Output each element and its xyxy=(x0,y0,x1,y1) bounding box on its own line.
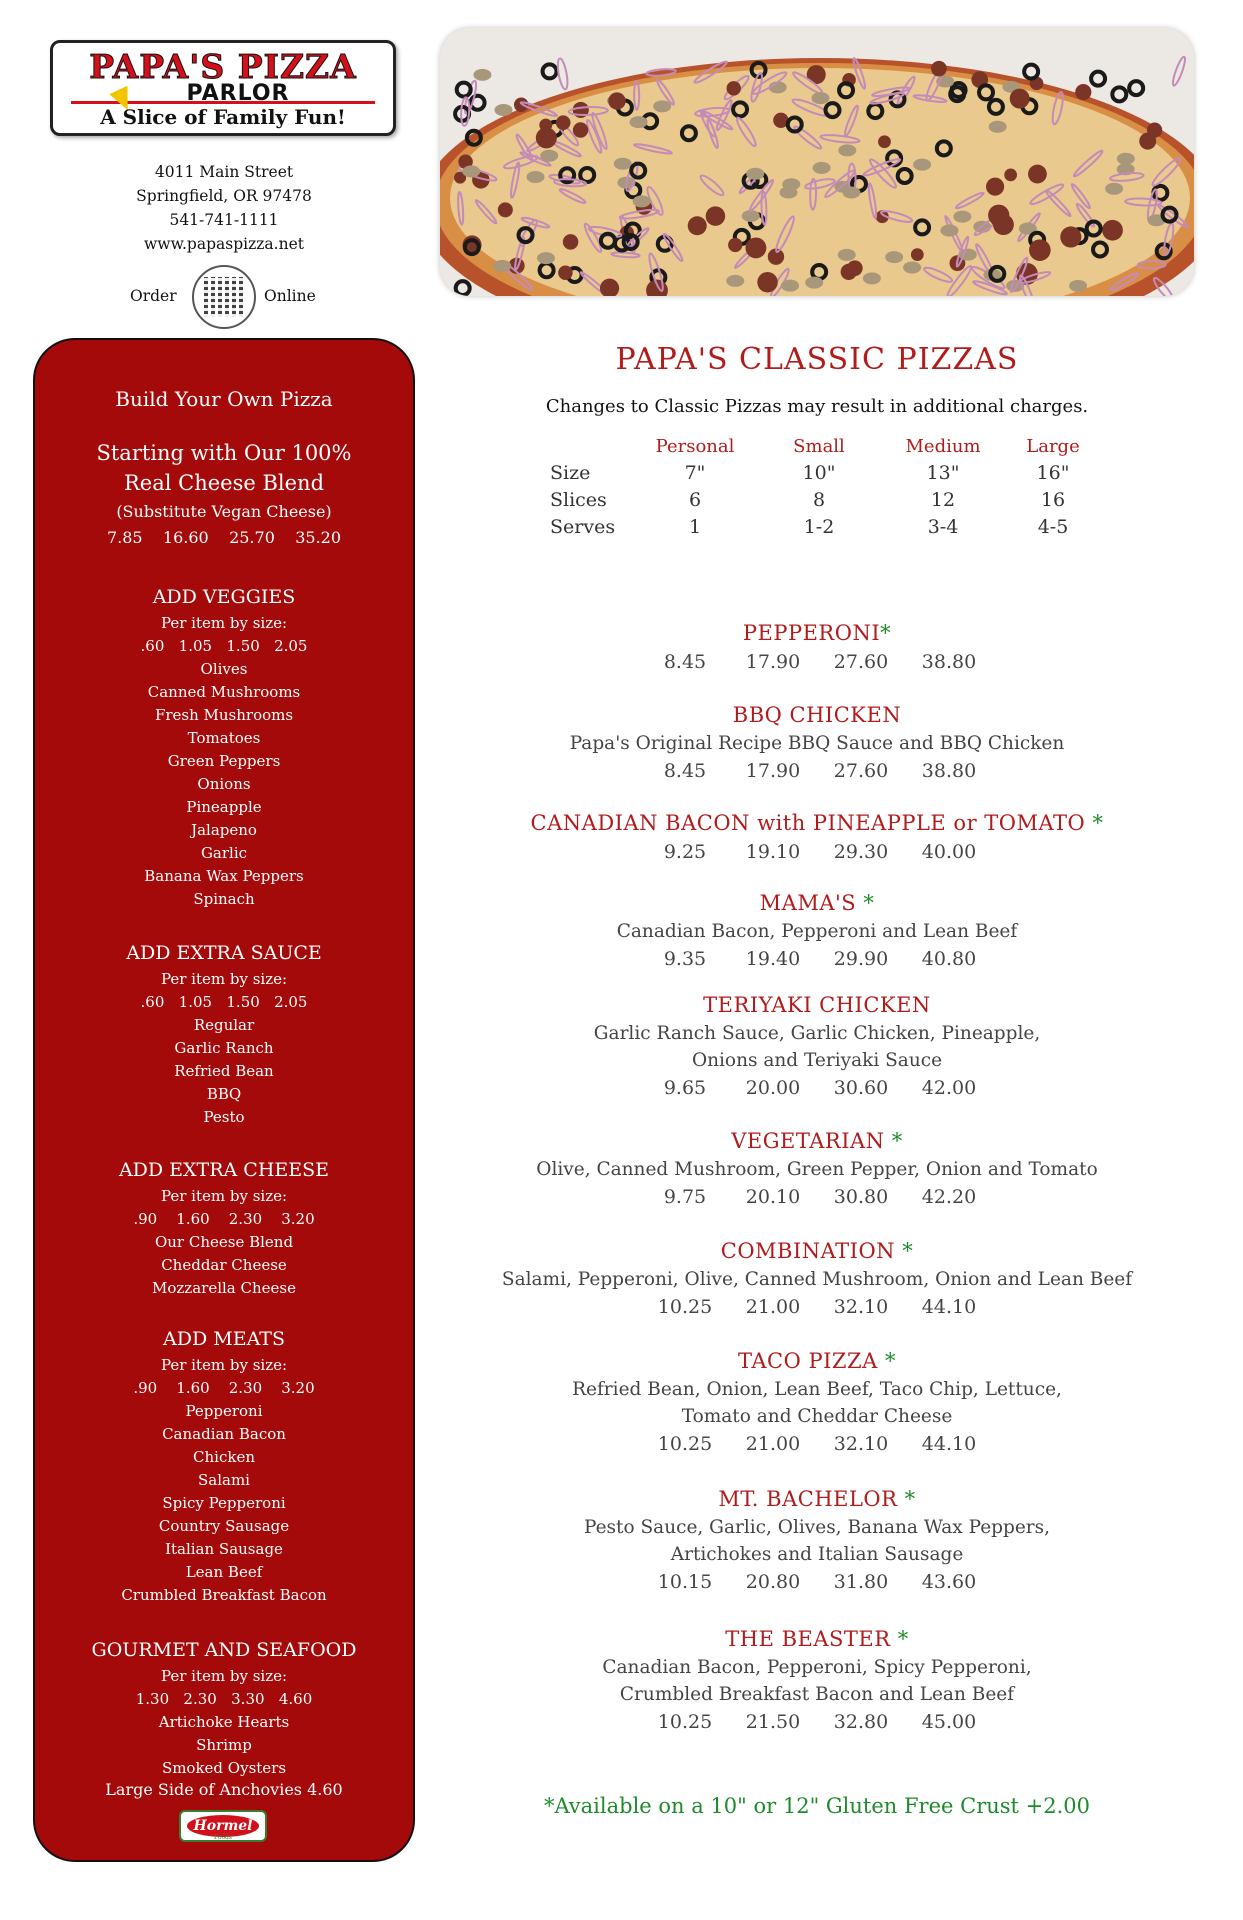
slices-cell: 6 xyxy=(688,489,702,511)
topping-item: BBQ xyxy=(206,1085,242,1103)
slices-cell: 8 xyxy=(812,489,826,511)
pizza-price: 32.80 xyxy=(833,1711,889,1733)
pizza-name xyxy=(440,1236,1194,1266)
byo-base-line2: Real Cheese Blend xyxy=(123,471,325,495)
pizza-description: Artichokes and Italian Sausage xyxy=(670,1544,964,1565)
topping-item: Mozzarella Cheese xyxy=(152,1279,296,1297)
order-label: Order xyxy=(130,287,177,305)
gluten-free-star: * xyxy=(895,1239,914,1263)
cheese-prices: .90 1.60 2.30 3.20 xyxy=(133,1210,315,1228)
hormel-wordmark: Hormel xyxy=(187,1815,259,1837)
pizza-price: 9.65 xyxy=(663,1077,707,1099)
classic-pizzas-title: PAPA'S CLASSIC PIZZAS xyxy=(615,342,1019,377)
pizza-price: 40.80 xyxy=(921,948,977,970)
topping-item: Chicken xyxy=(193,1448,255,1466)
size-cell: 10" xyxy=(802,462,836,484)
build-your-own-panel xyxy=(33,338,415,1862)
pizza-price: 29.30 xyxy=(833,841,889,863)
pizza-name-text: THE BEASTER xyxy=(725,1627,891,1651)
pizza-prices xyxy=(440,838,1194,866)
anchovies-note: Large Side of Anchovies 4.60 xyxy=(105,1780,343,1799)
hormel-logo xyxy=(179,1810,267,1842)
pizza-item xyxy=(440,1346,1194,1458)
logo-name: PAPA'S PIZZA xyxy=(89,47,357,86)
size-row-label: Size xyxy=(550,462,591,484)
pizza-item xyxy=(440,700,1194,785)
topping-item: Pineapple xyxy=(186,798,262,816)
topping-item: Salami xyxy=(198,1471,250,1489)
topping-item: Spinach xyxy=(193,890,255,908)
pizza-prices xyxy=(440,648,1194,676)
pizza-name xyxy=(440,808,1194,838)
pizza-price: 40.00 xyxy=(921,841,977,863)
meats-prices: .90 1.60 2.30 3.20 xyxy=(133,1379,315,1397)
hormel-subtext: Foods xyxy=(214,1834,232,1841)
pizza-price: 21.00 xyxy=(745,1433,801,1455)
serves-cell: 1 xyxy=(688,516,702,538)
topping-item: Cheddar Cheese xyxy=(161,1256,287,1274)
pizza-prices xyxy=(440,1708,1194,1736)
pizza-prices xyxy=(440,1183,1194,1211)
pizza-name xyxy=(440,1484,1194,1514)
byo-base-prices: 7.85 16.60 25.70 35.20 xyxy=(106,528,342,547)
serves-cell: 3-4 xyxy=(927,516,959,538)
sauce-list xyxy=(35,1014,413,1129)
pizza-price: 9.75 xyxy=(663,1186,707,1208)
gourmet-prices: 1.30 2.30 3.30 4.60 xyxy=(135,1690,313,1708)
pizza-price: 32.10 xyxy=(833,1433,889,1455)
pizza-price: 30.60 xyxy=(833,1077,889,1099)
topping-item: Spicy Pepperoni xyxy=(162,1494,286,1512)
pizza-name-text: CANADIAN BACON with PINEAPPLE or TOMATO xyxy=(530,811,1086,835)
pizza-description: Canadian Bacon, Pepperoni and Lean Beef xyxy=(616,921,1018,942)
pizza-price: 43.60 xyxy=(921,1571,977,1593)
meats-title: ADD MEATS xyxy=(163,1328,285,1350)
pizza-item xyxy=(440,888,1194,973)
online-label: Online xyxy=(264,287,316,305)
pizza-prices xyxy=(440,1293,1194,1321)
pizza-item xyxy=(440,1624,1194,1736)
pizza-description: Salami, Pepperoni, Olive, Canned Mushroom, Onion and Lean Beef xyxy=(501,1269,1133,1290)
topping-item: Fresh Mushrooms xyxy=(154,706,294,724)
pizza-name-text: MAMA'S xyxy=(759,891,857,915)
veggies-list xyxy=(35,658,413,911)
topping-item: Artichoke Hearts xyxy=(158,1713,290,1731)
pizza-description: Papa's Original Recipe BBQ Sauce and BBQ Chicken xyxy=(569,733,1065,754)
pizza-name-text: COMBINATION xyxy=(720,1239,896,1263)
size-cell: 7" xyxy=(684,462,706,484)
pizza-name-text: TACO PIZZA xyxy=(738,1349,878,1373)
gluten-free-star: * xyxy=(890,1627,909,1651)
pizza-price: 8.45 xyxy=(663,760,707,782)
pizza-price: 8.45 xyxy=(663,651,707,673)
topping-item: Smoked Oysters xyxy=(161,1759,287,1777)
topping-item: Jalapeno xyxy=(191,821,257,839)
pizza-illustration xyxy=(440,28,1194,296)
byo-base-line1: Starting with Our 100% xyxy=(96,441,352,465)
topping-item: Italian Sausage xyxy=(165,1540,283,1558)
gluten-free-star: * xyxy=(880,621,892,645)
size-cell: 16" xyxy=(1036,462,1070,484)
pizza-item xyxy=(440,618,1194,676)
topping-item: Pepperoni xyxy=(185,1402,263,1420)
pizza-name xyxy=(440,888,1194,918)
cheese-per-item: Per item by size: xyxy=(160,1187,288,1205)
topping-item: Tomatoes xyxy=(187,729,261,747)
serves-cell: 1-2 xyxy=(803,516,835,538)
cheese-list xyxy=(35,1231,413,1300)
pizza-description: Olive, Canned Mushroom, Green Pepper, Onion and Tomato xyxy=(536,1159,1098,1180)
pizza-price: 44.10 xyxy=(921,1433,977,1455)
gourmet-title: GOURMET AND SEAFOOD xyxy=(91,1639,357,1661)
pizza-price: 31.80 xyxy=(833,1571,889,1593)
pizza-name xyxy=(440,1346,1194,1376)
street-address: 4011 Main Street xyxy=(154,163,294,181)
pizza-name-text: TERIYAKI CHICKEN xyxy=(703,993,931,1017)
pizza-name-text: BBQ CHICKEN xyxy=(732,703,902,727)
pizza-price: 20.10 xyxy=(745,1186,801,1208)
slices-row-label: Slices xyxy=(550,489,607,511)
pizza-name-text: MT. BACHELOR xyxy=(718,1487,898,1511)
pizza-prices xyxy=(440,1074,1194,1102)
gluten-free-star: * xyxy=(856,891,875,915)
topping-item: Our Cheese Blend xyxy=(154,1233,294,1251)
pizza-description: Onions and Teriyaki Sauce xyxy=(691,1050,943,1071)
pizza-description: Refried Bean, Onion, Lean Beef, Taco Chip, Lettuce, xyxy=(572,1379,1062,1400)
gluten-free-star: * xyxy=(877,1349,896,1373)
topping-item: Country Sausage xyxy=(158,1517,290,1535)
pizza-price: 45.00 xyxy=(921,1711,977,1733)
pizza-price: 21.50 xyxy=(745,1711,801,1733)
pizza-item xyxy=(440,1126,1194,1211)
phone-number[interactable]: 541-741-1111 xyxy=(169,211,279,229)
sauce-per-item: Per item by size: xyxy=(160,970,288,988)
qr-code-icon[interactable] xyxy=(192,265,256,329)
pizza-item xyxy=(440,990,1194,1102)
veggies-prices: .60 1.05 1.50 2.05 xyxy=(140,637,308,655)
pizza-price: 21.00 xyxy=(745,1296,801,1318)
pizza-name xyxy=(440,990,1194,1020)
topping-item: Canned Mushrooms xyxy=(147,683,301,701)
topping-item: Lean Beef xyxy=(185,1563,263,1581)
pizza-name xyxy=(440,618,1194,648)
size-header-medium: Medium xyxy=(905,436,981,457)
order-online[interactable] xyxy=(104,265,344,331)
meats-list xyxy=(35,1400,413,1607)
pizza-price: 38.80 xyxy=(921,651,977,673)
veggies-title: ADD VEGGIES xyxy=(152,586,296,608)
sauce-title: ADD EXTRA SAUCE xyxy=(126,942,322,964)
gluten-free-star: * xyxy=(1085,811,1104,835)
pizza-description: Canadian Bacon, Pepperoni, Spicy Pepperoni, xyxy=(602,1657,1032,1678)
topping-item: Banana Wax Peppers xyxy=(144,867,304,885)
pizza-name xyxy=(440,700,1194,730)
gluten-free-star: * xyxy=(897,1487,916,1511)
pizza-price: 27.60 xyxy=(833,760,889,782)
serves-row-label: Serves xyxy=(550,516,616,538)
pizza-name xyxy=(440,1126,1194,1156)
pizza-price: 19.40 xyxy=(745,948,801,970)
pizza-price: 27.60 xyxy=(833,651,889,673)
pizza-item xyxy=(440,1236,1194,1321)
pizza-description: Tomato and Cheddar Cheese xyxy=(681,1406,953,1427)
website-link[interactable]: www.papaspizza.net xyxy=(144,235,304,253)
pizza-price: 44.10 xyxy=(921,1296,977,1318)
pizza-price: 10.15 xyxy=(657,1571,713,1593)
pizza-price: 38.80 xyxy=(921,760,977,782)
pizza-item xyxy=(440,1484,1194,1596)
veggies-per-item: Per item by size: xyxy=(160,614,288,632)
pizza-price: 42.20 xyxy=(921,1186,977,1208)
pizza-price: 9.35 xyxy=(663,948,707,970)
pizza-price: 32.10 xyxy=(833,1296,889,1318)
size-header-small: Small xyxy=(793,436,845,457)
pizza-price: 20.80 xyxy=(745,1571,801,1593)
pizza-price: 10.25 xyxy=(657,1711,713,1733)
pizza-item xyxy=(440,808,1194,866)
slices-cell: 16 xyxy=(1040,489,1066,511)
pizza-name xyxy=(440,1624,1194,1654)
pizza-photo xyxy=(440,28,1194,296)
logo-parlor: PARLOR xyxy=(186,81,290,106)
size-header-personal: Personal xyxy=(655,436,735,457)
gluten-free-note: *Available on a 10" or 12" Gluten Free Crust +2.00 xyxy=(543,1794,1091,1818)
pizza-name-text: PEPPERONI xyxy=(742,621,881,645)
size-table xyxy=(550,436,1110,546)
topping-item: Shrimp xyxy=(196,1736,252,1754)
topping-item: Onions xyxy=(197,775,251,793)
size-header-large: Large xyxy=(1026,436,1080,457)
pizza-prices xyxy=(440,1568,1194,1596)
pizza-description: Garlic Ranch Sauce, Garlic Chicken, Pineapple, xyxy=(593,1023,1041,1044)
slices-cell: 12 xyxy=(930,489,956,511)
topping-item: Regular xyxy=(193,1016,255,1034)
topping-item: Crumbled Breakfast Bacon xyxy=(121,1586,327,1604)
topping-item: Refried Bean xyxy=(174,1062,274,1080)
logo xyxy=(50,40,396,136)
sauce-prices: .60 1.05 1.50 2.05 xyxy=(140,993,308,1011)
gluten-free-star: * xyxy=(884,1129,903,1153)
topping-item: Canadian Bacon xyxy=(162,1425,286,1443)
topping-item: Olives xyxy=(200,660,248,678)
topping-item: Green Peppers xyxy=(167,752,281,770)
pizza-price: 17.90 xyxy=(745,760,801,782)
gourmet-list xyxy=(35,1711,413,1780)
pizza-price: 19.10 xyxy=(745,841,801,863)
size-cell: 13" xyxy=(926,462,960,484)
pizza-price: 20.00 xyxy=(745,1077,801,1099)
pizza-price: 17.90 xyxy=(745,651,801,673)
topping-item: Garlic Ranch xyxy=(174,1039,274,1057)
pizza-price: 9.25 xyxy=(663,841,707,863)
pizza-prices xyxy=(440,945,1194,973)
meats-per-item: Per item by size: xyxy=(160,1356,288,1374)
contact-info xyxy=(104,160,344,256)
pizza-price: 10.25 xyxy=(657,1296,713,1318)
topping-item: Garlic xyxy=(200,844,248,862)
pizza-name-text: VEGETARIAN xyxy=(731,1129,885,1153)
pizza-description: Pesto Sauce, Garlic, Olives, Banana Wax Peppers, xyxy=(583,1517,1051,1538)
city-state-zip: Springfield, OR 97478 xyxy=(136,187,312,205)
pizza-price: 42.00 xyxy=(921,1077,977,1099)
topping-item: Pesto xyxy=(203,1108,245,1126)
classic-pizzas-note: Changes to Classic Pizzas may result in additional charges. xyxy=(545,396,1089,417)
pizza-price: 29.90 xyxy=(833,948,889,970)
gourmet-per-item: Per item by size: xyxy=(160,1667,288,1685)
logo-tagline: A Slice of Family Fun! xyxy=(100,105,346,129)
cheese-title: ADD EXTRA CHEESE xyxy=(118,1159,330,1181)
pizza-description: Crumbled Breakfast Bacon and Lean Beef xyxy=(619,1684,1015,1705)
byo-title: Build Your Own Pizza xyxy=(115,387,333,411)
serves-cell: 4-5 xyxy=(1037,516,1069,538)
pizza-prices xyxy=(440,757,1194,785)
pizza-price: 30.80 xyxy=(833,1186,889,1208)
vegan-note: (Substitute Vegan Cheese) xyxy=(116,502,332,521)
pizza-prices xyxy=(440,1430,1194,1458)
pizza-price: 10.25 xyxy=(657,1433,713,1455)
